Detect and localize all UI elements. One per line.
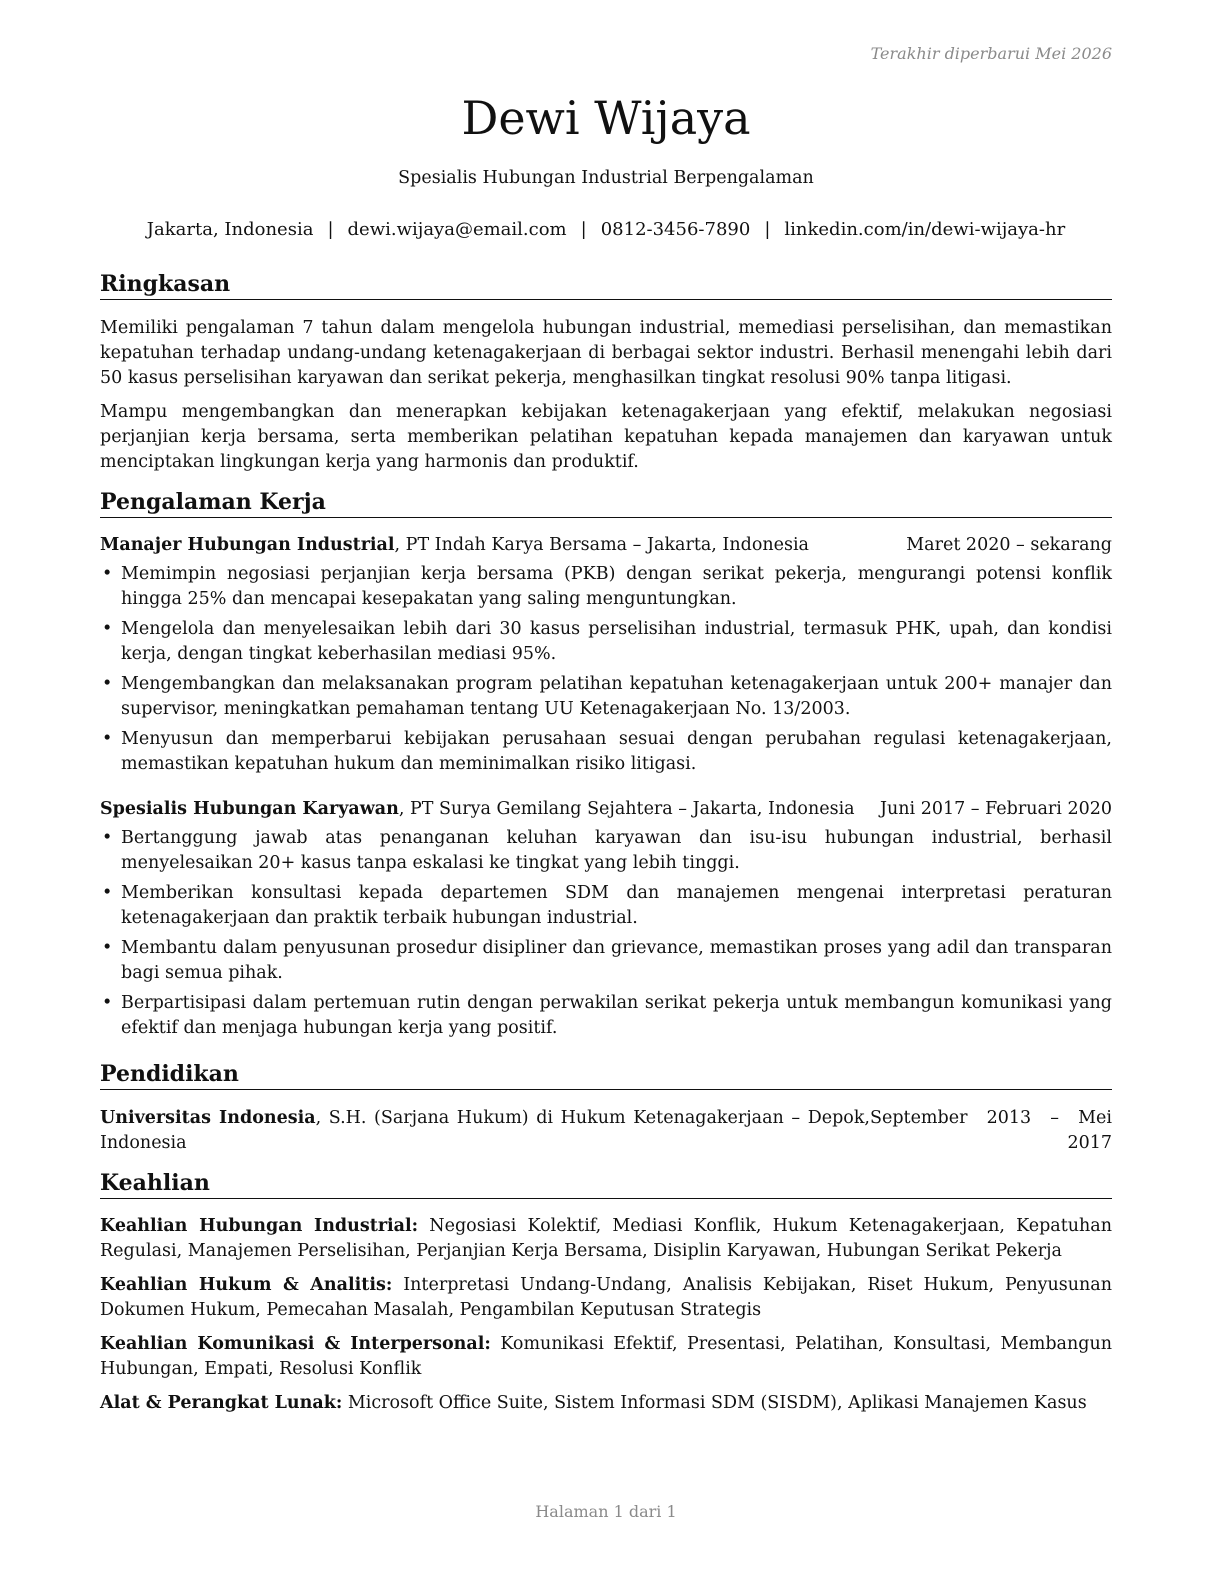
education-school: Universitas Indonesia bbox=[100, 1108, 316, 1128]
education-section bbox=[100, 1060, 1112, 1156]
education-degree-line bbox=[100, 1106, 870, 1156]
contact-phone: 0812-3456-7890 bbox=[600, 219, 751, 240]
bullet-icon: • bbox=[102, 883, 113, 903]
job-bullet bbox=[100, 562, 1112, 612]
job-bullet-text: Mengembangkan dan melaksanakan program pelatihan kepatuhan ketenagakerjaan untuk 200+ manajer dan supervisor, meningkatkan pemahaman tentang UU Ketenagakerjaan No. 13/2003. bbox=[121, 674, 1112, 719]
bullet-icon: • bbox=[102, 828, 113, 848]
bullet-icon: • bbox=[102, 729, 113, 749]
section-title-education: Pendidikan bbox=[100, 1060, 1112, 1090]
contact-separator: | bbox=[327, 219, 334, 240]
job-bullet bbox=[100, 672, 1112, 722]
job-dates: Maret 2020 – sekarang bbox=[906, 535, 1112, 555]
contact-line bbox=[100, 219, 1112, 240]
skill-group-value: Komunikasi Efektif, Presentasi, Pelatihan, Konsultasi, Membangun Hubungan, Empati, Resolusi Konflik bbox=[100, 1334, 1112, 1379]
summary-paragraph: Mampu mengembangkan dan menerapkan kebijakan ketenagakerjaan yang efektif, melakukan negosiasi perjanjian kerja bersama, serta memberikan pelatihan kepatuhan kepada manajemen dan karyawan untuk menciptakan lingkungan kerja yang harmonis dan produktif. bbox=[100, 402, 1112, 472]
job-bullet bbox=[100, 826, 1112, 876]
skill-group-label: Alat & Perangkat Lunak: bbox=[100, 1393, 343, 1413]
candidate-name: Dewi Wijaya bbox=[461, 91, 751, 145]
bullet-icon: • bbox=[102, 993, 113, 1013]
job-organization: , PT Surya Gemilang Sejahtera – Jakarta, Indonesia bbox=[398, 799, 855, 819]
resume-page bbox=[100, 0, 1112, 1584]
skill-group-label: Keahlian Komunikasi & Interpersonal: bbox=[100, 1334, 491, 1354]
skill-group-value: Negosiasi Kolektif, Mediasi Konflik, Hukum Ketenagakerjaan, Kepatuhan Regulasi, Manajemen Perselisihan, Perjanjian Kerja Bersama, Disiplin Karyawan, Hubungan Serikat Pekerja bbox=[100, 1216, 1112, 1261]
contact-location: Jakarta, Indonesia bbox=[146, 219, 314, 240]
bullet-icon: • bbox=[102, 938, 113, 958]
job-bullet bbox=[100, 936, 1112, 986]
job-header bbox=[100, 797, 1112, 822]
job-bullet bbox=[100, 617, 1112, 667]
contact-email[interactable]: dewi.wijaya@email.com bbox=[347, 219, 567, 240]
job-role: Spesialis Hubungan Karyawan bbox=[100, 799, 399, 819]
section-title-skills: Keahlian bbox=[100, 1169, 1112, 1199]
job-entry bbox=[100, 533, 1112, 777]
page-number-footer: Halaman 1 dari 1 bbox=[535, 1502, 677, 1521]
contact-separator: | bbox=[580, 219, 587, 240]
job-title-line bbox=[100, 797, 855, 822]
job-title-line bbox=[100, 533, 809, 558]
skill-group bbox=[100, 1273, 1112, 1323]
education-dates: September 2013 – Mei 2017 bbox=[870, 1108, 1112, 1153]
skill-group-value: Interpretasi Undang-Undang, Analisis Kebijakan, Riset Hukum, Penyusunan Dokumen Hukum, Pemecahan Masalah, Pengambilan Keputusan Strategis bbox=[100, 1275, 1112, 1320]
summary-section bbox=[100, 270, 1112, 475]
job-bullet-list bbox=[100, 826, 1112, 1041]
skills-list bbox=[100, 1214, 1112, 1416]
skill-group bbox=[100, 1332, 1112, 1382]
bullet-icon: • bbox=[102, 619, 113, 639]
job-bullet-text: Memberikan konsultasi kepada departemen SDM dan manajemen mengenai interpretasi peraturan ketenagakerjaan dan praktik terbaik hubungan industrial. bbox=[121, 883, 1112, 928]
skill-group bbox=[100, 1214, 1112, 1264]
job-bullet-text: Menyusun dan memperbarui kebijakan perusahaan sesuai dengan perubahan regulasi ketenagakerjaan, memastikan kepatuhan hukum dan meminimalkan risiko litigasi. bbox=[121, 729, 1112, 774]
bullet-icon: • bbox=[102, 564, 113, 584]
education-entry bbox=[100, 1106, 1112, 1156]
skills-section bbox=[100, 1169, 1112, 1425]
job-bullet-text: Mengelola dan menyelesaikan lebih dari 30 kasus perselisihan industrial, termasuk PHK, upah, dan kondisi kerja, dengan tingkat keberhasilan mediasi 95%. bbox=[121, 619, 1112, 664]
job-dates: Juni 2017 – Februari 2020 bbox=[879, 799, 1112, 819]
job-header bbox=[100, 533, 1112, 558]
experience-section bbox=[100, 488, 1112, 1046]
job-organization: , PT Indah Karya Bersama – Jakarta, Indonesia bbox=[394, 535, 809, 555]
job-bullet-text: Memimpin negosiasi perjanjian kerja bersama (PKB) dengan serikat pekerja, mengurangi potensi konflik hingga 25% dan mencapai kesepakatan yang saling menguntungkan. bbox=[121, 564, 1112, 609]
job-bullet bbox=[100, 727, 1112, 777]
job-bullet bbox=[100, 881, 1112, 931]
summary-paragraph: Memiliki pengalaman 7 tahun dalam mengelola hubungan industrial, memediasi perselisihan, dan memastikan kepatuhan terhadap undang-undang ketenagakerjaan di berbagai sektor industri. Berhasil menengahi lebih dari 50 kasus perselisihan karyawan dan serikat pekerja, menghasilkan tingkat resolusi 90% tanpa litigasi. bbox=[100, 318, 1112, 388]
skill-group-label: Keahlian Hubungan Industrial: bbox=[100, 1216, 419, 1236]
job-bullet-text: Bertanggung jawab atas penanganan keluhan karyawan dan isu-isu hubungan industrial, berhasil menyelesaikan 20+ kasus tanpa eskalasi ke tingkat yang lebih tinggi. bbox=[121, 828, 1112, 873]
contact-linkedin[interactable]: linkedin.com/in/dewi-wijaya-hr bbox=[784, 219, 1066, 240]
bullet-icon: • bbox=[102, 674, 113, 694]
job-bullet-text: Membantu dalam penyusunan prosedur disipliner dan grievance, memastikan proses yang adil dan transparan bagi semua pihak. bbox=[121, 938, 1112, 983]
job-role: Manajer Hubungan Industrial bbox=[100, 535, 395, 555]
education-detail: , S.H. (Sarjana Hukum) di Hukum Ketenagakerjaan – Depok, Indonesia bbox=[100, 1108, 870, 1153]
section-title-experience: Pengalaman Kerja bbox=[100, 488, 1112, 518]
job-bullet bbox=[100, 991, 1112, 1041]
last-updated-note: Terakhir diperbarui Mei 2026 bbox=[870, 44, 1112, 63]
contact-separator: | bbox=[764, 219, 771, 240]
job-bullet-list bbox=[100, 562, 1112, 777]
skill-group-label: Keahlian Hukum & Analitis: bbox=[100, 1275, 393, 1295]
candidate-headline: Spesialis Hubungan Industrial Berpengalaman bbox=[398, 168, 814, 188]
skill-group-value: Microsoft Office Suite, Sistem Informasi SDM (SISDM), Aplikasi Manajemen Kasus bbox=[342, 1393, 1087, 1413]
skill-group bbox=[100, 1391, 1112, 1416]
section-title-summary: Ringkasan bbox=[100, 270, 1112, 300]
job-entry bbox=[100, 797, 1112, 1041]
job-bullet-text: Berpartisipasi dalam pertemuan rutin dengan perwakilan serikat pekerja untuk membangun komunikasi yang efektif dan menjaga hubungan kerja yang positif. bbox=[121, 993, 1112, 1038]
